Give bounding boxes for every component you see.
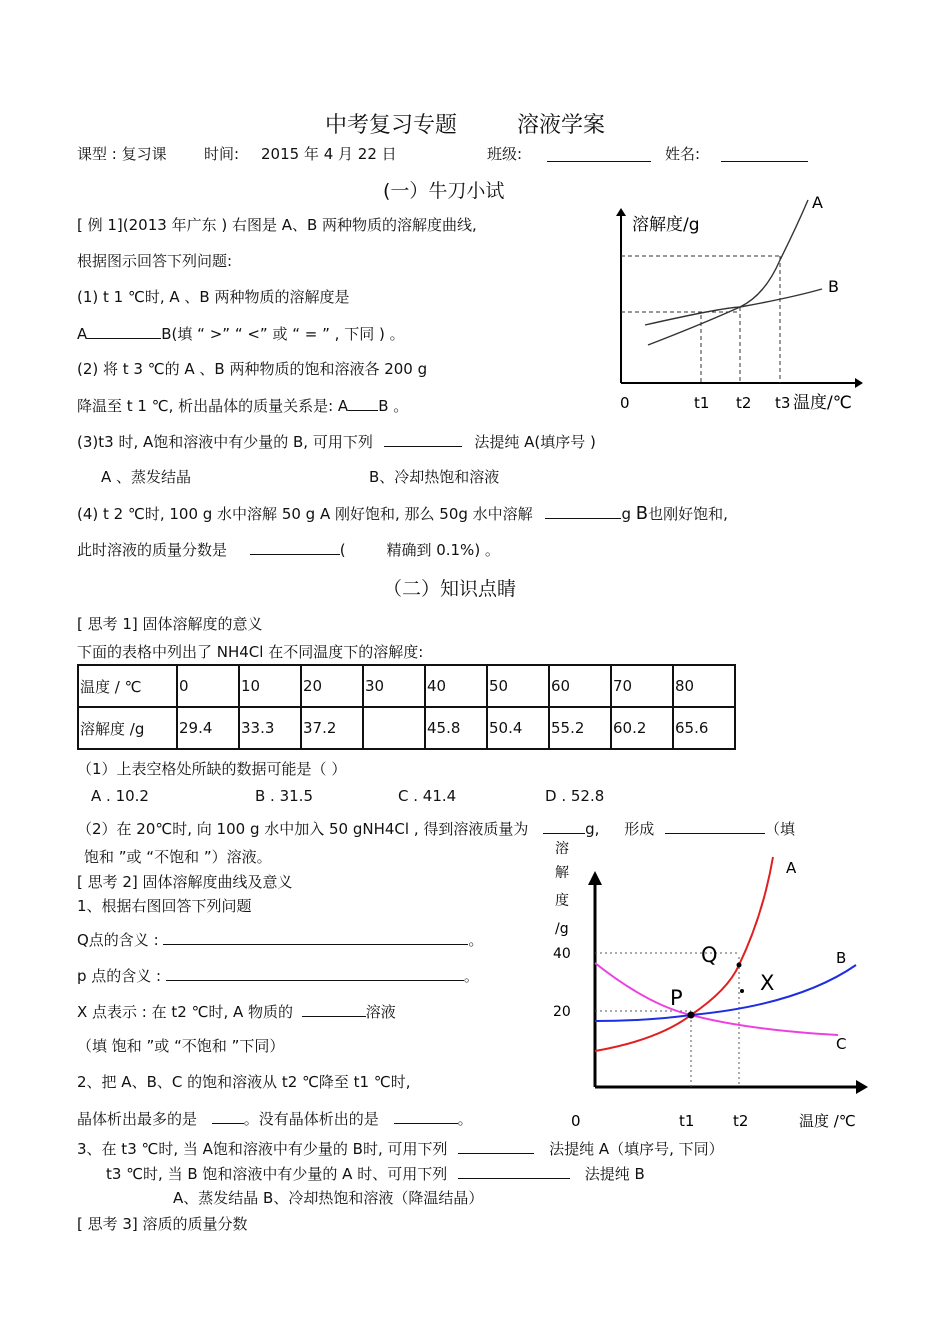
example-line1: [ 例 1](2013 年广东 ) 右图是 A、B 两种物质的溶解度曲线, xyxy=(77,216,477,234)
q4-line1 xyxy=(77,502,728,524)
course-type: 课型 : 复习课 xyxy=(77,145,167,163)
t2-c: 形成 xyxy=(624,820,655,838)
g1-ylabel: 溶解度/g xyxy=(632,215,700,235)
q1-b: B(填 “ >” “ <” 或 “ = ” , 下同 ) 。 xyxy=(161,325,405,343)
table-cell: 30 xyxy=(363,665,425,707)
q4-d: 也刚好饱和, xyxy=(648,505,728,523)
section2-heading: （二）知识点睛 xyxy=(383,578,517,600)
date-value: 2015 年 4 月 22 日 xyxy=(261,145,397,163)
think2-heading: [ 思考 2] 固体溶解度曲线及意义 xyxy=(77,873,293,891)
s2-3a: 3、在 t3 ℃时, 当 A饱和溶液中有少量的 B时, 可用下列 xyxy=(77,1140,448,1158)
time-label: 时间: xyxy=(204,145,240,163)
q3-option-b: B、冷却热饱和溶液 xyxy=(369,468,500,486)
nh4cl-solubility-table xyxy=(77,664,736,750)
g2-point-x xyxy=(740,989,744,993)
think3-heading: [ 思考 3] 溶质的质量分数 xyxy=(77,1215,248,1233)
s2-1: 1、根据右图回答下列问题 xyxy=(77,897,252,915)
g2-label-x: X xyxy=(760,971,775,995)
table-intro: 下面的表格中列出了 NH4Cl 在不同温度下的溶解度: xyxy=(77,643,424,661)
q4-a: (4) t 2 ℃时, 100 g 水中溶解 50 g A 刚好饱和, 那么 50g 水中溶解 xyxy=(77,505,533,523)
g2-y-arrow xyxy=(588,871,602,885)
class-blank[interactable] xyxy=(547,145,651,166)
g1-label-a: A xyxy=(812,193,823,212)
g1-origin: 0 xyxy=(620,394,630,412)
q4-g: g xyxy=(621,505,631,523)
g2-t2: t2 xyxy=(733,1112,749,1130)
page-title: 中考复习专题 xyxy=(325,113,458,138)
s2-2b-a: 晶体析出最多的是 xyxy=(77,1110,198,1128)
t2-d: （填 xyxy=(765,820,796,838)
table-cell: 40 xyxy=(425,665,487,707)
p-point-label: p 点的含义 : xyxy=(77,967,162,985)
g1-curve-b xyxy=(645,289,822,325)
g1-xlabel: 温度/℃ xyxy=(793,393,852,413)
t2-blank2[interactable] xyxy=(665,817,765,834)
table-cell: 70 xyxy=(611,665,673,707)
s2-3-options: A、蒸发结晶 B、冷却热饱和溶液（降温结晶） xyxy=(173,1189,484,1207)
g2-t1: t1 xyxy=(679,1112,695,1130)
solubility-graph-1 xyxy=(600,190,875,420)
q-point-label: Q点的含义 : xyxy=(77,931,159,949)
s2-3b: 法提纯 A（填序号, 下同） xyxy=(549,1140,724,1158)
t1-option-c: C . 41.4 xyxy=(398,787,457,805)
q3-line xyxy=(77,430,596,452)
example-line2: 根据图示回答下列问题: xyxy=(77,252,233,270)
g2-label-p: P xyxy=(670,986,683,1010)
table-row-temperature xyxy=(78,665,735,707)
s2-3c: t3 ℃时, 当 B 饱和溶液中有少量的 A 时、可用下列 xyxy=(106,1165,448,1183)
g1-t3: t3 xyxy=(775,394,791,412)
g2-label-a: A xyxy=(786,859,797,877)
q4-b-letter: B xyxy=(635,503,649,524)
section1-heading: (一）牛刀小试 xyxy=(383,180,505,202)
q-point-blank[interactable] xyxy=(163,928,468,945)
table-cell: 55.2 xyxy=(549,707,611,749)
s2-2: 2、把 A、B、C 的饱和溶液从 t2 ℃降至 t1 ℃时, xyxy=(77,1073,411,1091)
t2-blank1[interactable] xyxy=(543,817,585,834)
q2-blank[interactable] xyxy=(348,394,378,411)
table-cell: 20 xyxy=(301,665,363,707)
q2-line1: (2) 将 t 3 ℃的 A 、B 两种物质的饱和溶液各 200 g xyxy=(77,360,428,378)
q2-b: B 。 xyxy=(378,397,409,415)
table-cell: 溶解度 /g xyxy=(78,707,177,749)
table-cell: 温度 / ℃ xyxy=(78,665,177,707)
s2-2b-c: 。 xyxy=(457,1110,473,1128)
q3-option-a: A 、蒸发结晶 xyxy=(101,468,192,486)
t2-b: g, xyxy=(585,820,600,838)
q3-blank[interactable] xyxy=(384,430,462,447)
x-point-blank[interactable] xyxy=(302,1000,366,1017)
period: 。 xyxy=(468,931,484,949)
q2-line2 xyxy=(77,394,408,416)
s2-2b-blank1[interactable] xyxy=(212,1107,244,1124)
q-point-line xyxy=(77,928,483,950)
g2-curve-b xyxy=(595,965,856,1021)
table-cell: 33.3 xyxy=(239,707,301,749)
q3-a: (3)t3 时, A饱和溶液中有少量的 B, 可用下列 xyxy=(77,433,373,451)
s2-3-line2 xyxy=(106,1162,645,1184)
g2-ylabel-char: /g xyxy=(555,921,569,937)
think1-heading: [ 思考 1] 固体溶解度的意义 xyxy=(77,615,263,633)
table-cell: 60.2 xyxy=(611,707,673,749)
table-cell: 29.4 xyxy=(177,707,239,749)
x-point-a: X 点表示 : 在 t2 ℃时, A 物质的 xyxy=(77,1003,294,1021)
g1-label-b: B xyxy=(828,277,839,296)
s2-3-line1 xyxy=(77,1137,724,1159)
x-fill-hint: （填 饱和 ”或 “不饱和 ”下同） xyxy=(77,1037,285,1055)
g2-ylabel-char: 溶 xyxy=(555,841,569,857)
p-point-blank[interactable] xyxy=(166,964,464,981)
table-cell: 45.8 xyxy=(425,707,487,749)
q4-blank[interactable] xyxy=(545,502,621,519)
x-point-b: 溶液 xyxy=(365,1003,396,1021)
g1-y-arrow xyxy=(616,208,626,216)
table-cell: 50.4 xyxy=(487,707,549,749)
s2-3-blank1[interactable] xyxy=(458,1137,534,1154)
g1-x-arrow xyxy=(855,378,863,388)
q4-l2b: ( xyxy=(339,541,346,559)
s2-2b-blank2[interactable] xyxy=(394,1107,458,1124)
q4-l2c: 精确到 0.1%) 。 xyxy=(386,541,500,559)
q1-blank[interactable] xyxy=(87,322,161,339)
q4-line2 xyxy=(77,538,500,560)
g2-label-c: C xyxy=(836,1035,847,1053)
g2-ylabel-char: 度 xyxy=(555,893,569,909)
class-label: 班级: xyxy=(487,145,523,163)
table-cell: 0 xyxy=(177,665,239,707)
x-point-line xyxy=(77,1000,396,1022)
g2-x-arrow xyxy=(856,1080,868,1094)
name-blank[interactable] xyxy=(721,145,808,166)
t1-option-d: D . 52.8 xyxy=(545,787,605,805)
t2-line2: 饱和 ”或 “不饱和 ”）溶液。 xyxy=(84,848,272,866)
t2-a: （2）在 20℃时, 向 100 g 水中加入 50 gNH4Cl , 得到溶液质量为 xyxy=(77,820,529,838)
g2-point-p xyxy=(688,1012,695,1019)
table-cell: 65.6 xyxy=(673,707,735,749)
g2-point-q xyxy=(737,963,742,968)
g2-ylabel-char: 解 xyxy=(555,865,569,881)
q4-blank2[interactable] xyxy=(250,538,340,555)
g1-t2: t2 xyxy=(736,394,752,412)
table-cell: 10 xyxy=(239,665,301,707)
table-cell: 80 xyxy=(673,665,735,707)
t1-question: （1）上表空格处所缺的数据可能是（ ） xyxy=(77,760,347,778)
q1-a: A xyxy=(77,325,88,343)
solubility-graph-2 xyxy=(548,835,868,1135)
g2-y20: 20 xyxy=(553,1004,571,1020)
g2-xlabel: 温度 /℃ xyxy=(799,1112,856,1130)
q3-b: 法提纯 A(填序号 ) xyxy=(474,433,596,451)
s2-3d: 法提纯 B xyxy=(584,1165,645,1183)
g2-y40: 40 xyxy=(553,946,571,962)
q1-line2 xyxy=(77,322,405,344)
table-cell-missing[interactable] xyxy=(363,707,425,749)
s2-2b-b: 。没有晶体析出的是 xyxy=(243,1110,379,1128)
q1-line1: (1) t 1 ℃时, A 、B 两种物质的溶解度是 xyxy=(77,288,350,306)
s2-3-blank2[interactable] xyxy=(458,1162,570,1179)
g2-label-q: Q xyxy=(701,943,718,967)
g2-curve-a xyxy=(595,857,773,1051)
table-cell: 50 xyxy=(487,665,549,707)
page-subtitle: 溶液学案 xyxy=(517,113,606,138)
table-cell: 60 xyxy=(549,665,611,707)
g2-label-b: B xyxy=(836,949,847,967)
g2-curve-c xyxy=(595,963,838,1035)
q4-l2a: 此时溶液的质量分数是 xyxy=(77,541,228,559)
s2-2b xyxy=(77,1107,473,1129)
t1-option-b: B . 31.5 xyxy=(255,787,313,805)
table-cell: 37.2 xyxy=(301,707,363,749)
table-row-solubility xyxy=(78,707,735,749)
g1-t1: t1 xyxy=(694,394,710,412)
p-point-line xyxy=(77,964,479,986)
name-label: 姓名: xyxy=(665,145,701,163)
g2-origin: 0 xyxy=(571,1112,581,1130)
period: 。 xyxy=(463,967,479,985)
q2-a: 降温至 t 1 ℃, 析出晶体的质量关系是: A xyxy=(77,397,349,415)
t1-option-a: A . 10.2 xyxy=(91,787,149,805)
